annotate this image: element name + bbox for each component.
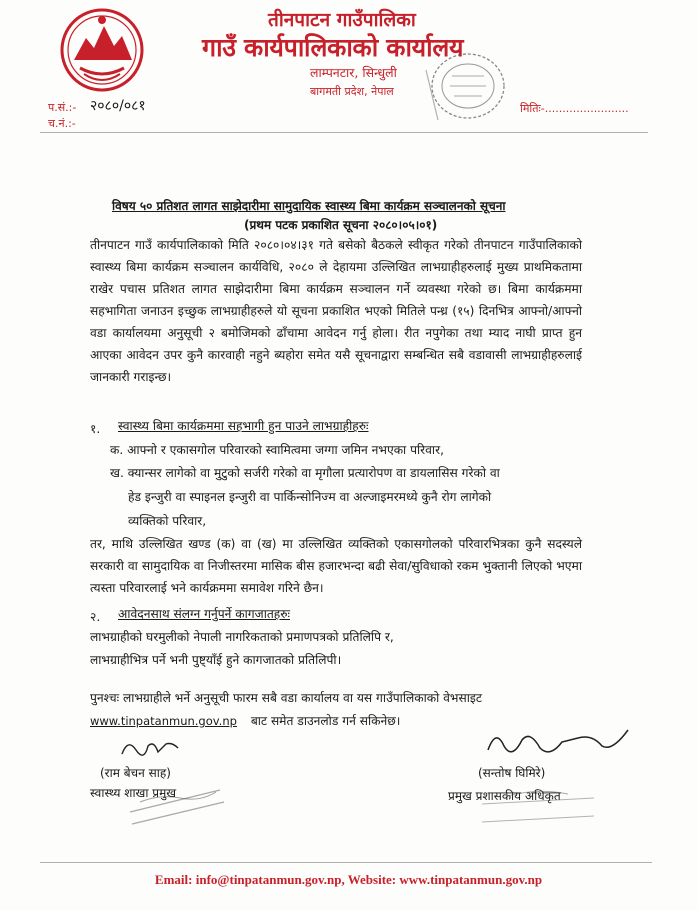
- left-signatory-title: स्वास्थ्य शाखा प्रमुख: [90, 786, 177, 800]
- document-item-1: लाभग्राहीको घरमुलीको नेपाली नागरिकताको प्रमाणपत्रको प्रतिलिपि र,: [90, 630, 394, 644]
- footnote-line2: बाट समेत डाउनलोड गर्न सकिनेछ।: [250, 714, 401, 728]
- notice-subheading: (प्रथम पटक प्रकाशित सूचना २०८०।०५।०१): [244, 218, 438, 232]
- caveat-paragraph: तर, माथि उल्लिखित खण्ड (क) वा (ख) मा उल्लिखित व्यक्तिको एकासगोलको परिवारभित्रका कुनै सदस्यले सरकारी वा सामुदायिक वा निजीस्तरमा मासिक बीस हजारभन्दा बढी सेवा/सुविधाको रकम भुक्तानी लिएको भएमा त्यस्ता परिवारलाई भने कार्यक्रममा समावेश गरिने छैन।: [90, 537, 582, 595]
- header-divider: [40, 132, 648, 133]
- left-signatory-name: (राम बेचन साह): [100, 766, 171, 780]
- eligible-item-kha-line2: हेड इन्जुरी वा स्पाइनल इन्जुरी वा पार्किन्सोनिज्म वा अल्जाइमरमध्ये कुनै रोग लागेको: [128, 490, 492, 504]
- eligible-item-kha-line3: व्यक्तिको परिवार,: [128, 514, 207, 528]
- eligible-item-kha-line1: ख. क्यान्सर लागेको वा मुटुको सर्जरी गरेको वा मृगौला प्रत्यारोपण वा डायलासिस गरेको वा: [110, 466, 500, 480]
- right-name-stamp: [478, 786, 598, 832]
- address-line-1: लाम्पनटार, सिन्धुली: [310, 65, 397, 80]
- section2-heading: आवेदनसाथ संलग्न गर्नुपर्ने कागजातहरुः: [118, 607, 291, 621]
- right-signatory-title: प्रमुख प्रशासकीय अधिकृत: [448, 789, 561, 803]
- nepal-emblem-logo: [60, 8, 144, 92]
- document-item-2: लाभग्राहीभित्र पर्ने भनी पुष्ट्याँई हुने कागजातको प्रतिलिपी।: [90, 653, 342, 667]
- ps-value: २०८०/०८१: [90, 98, 146, 114]
- cn-label: च.नं.:-: [48, 117, 76, 130]
- notice-subject: विषय ५० प्रतिशत लागत साझेदारीमा सामुदायिक स्वास्थ्य बिमा कार्यक्रम सञ्चालनको सूचना: [112, 199, 506, 213]
- address-line-2: बागमती प्रदेश, नेपाल: [310, 85, 394, 98]
- org-name: तीनपाटन गाउँपालिका: [268, 9, 416, 31]
- footer-divider: [40, 862, 652, 863]
- section1-number: १.: [90, 422, 101, 436]
- right-signatory-name: (सन्तोष घिमिरे): [478, 766, 546, 780]
- office-name: गाउँ कार्यपालिकाको कार्यालय: [202, 33, 464, 62]
- eligible-item-ka: क. आफ्नो र एकासगोल परिवारको स्वामित्वमा जग्गा जमिन नभएका परिवार,: [110, 443, 444, 457]
- section1-heading: स्वास्थ्य बिमा कार्यक्रममा सहभागी हुन पाउने लाभग्राहीहरुः: [118, 419, 369, 433]
- left-signature: [118, 734, 182, 762]
- section2-number: २.: [90, 610, 101, 624]
- date-label: मितिः-........................: [520, 102, 629, 115]
- footnote-line1: पुनश्चः लाभग्राहीले भर्ने अनुसूची फारम सबै वडा कार्यालय वा यस गाउँपालिकाको वेभसाइट: [90, 691, 483, 705]
- footer-contact: Email: info@tinpatanmun.gov.np, Website: www.tinpatanmun.gov.np: [154, 872, 543, 887]
- office-stamp: [420, 50, 508, 122]
- ps-label: प.सं.:-: [48, 101, 77, 114]
- website-link[interactable]: www.tinpatanmun.gov.np: [90, 714, 237, 728]
- right-signature: [482, 722, 632, 766]
- intro-paragraph: तीनपाटन गाउँ कार्यपालिकाको मिति २०८०।०४।३१ गते बसेको बैठकले स्वीकृत गरेको तीनपाटन गाउँपालिकाको स्वास्थ्य बिमा कार्यक्रम सञ्चालन कार्यविधि, २०८० ले देहायमा उल्लिखित लाभग्राहीहरुलाई मुख्य प्राथमिकतामा राखेर पचास प्रतिशत लागत साझेदारीमा बिमा कार्यक्रम सञ्चालन गर्ने व्यवस्था गरेको छ। बिमा कार्यक्रममा सहभागिता जनाउन इच्छुक लाभग्राहीहरुले यो सूचना प्रकाशित भएको मितिले पन्ध्र (१५) दिनभित्र आफ्नो/आफ्नो वडा कार्यालयमा अनुसूची २ बमोजिमको ढाँचामा आवेदन गर्नु होला। रीत नपुगेका तथा म्याद नाघी प्राप्त हुन आएका आवेदन उपर कुनै कारवाही नहुने ब्यहोरा समेत यसै सूचनाद्वारा सम्बन्धित सबै वडावासी लाभग्राहीहरुलाई जानकारी गराइन्छ।: [90, 238, 582, 384]
- left-name-stamp: [120, 772, 230, 828]
